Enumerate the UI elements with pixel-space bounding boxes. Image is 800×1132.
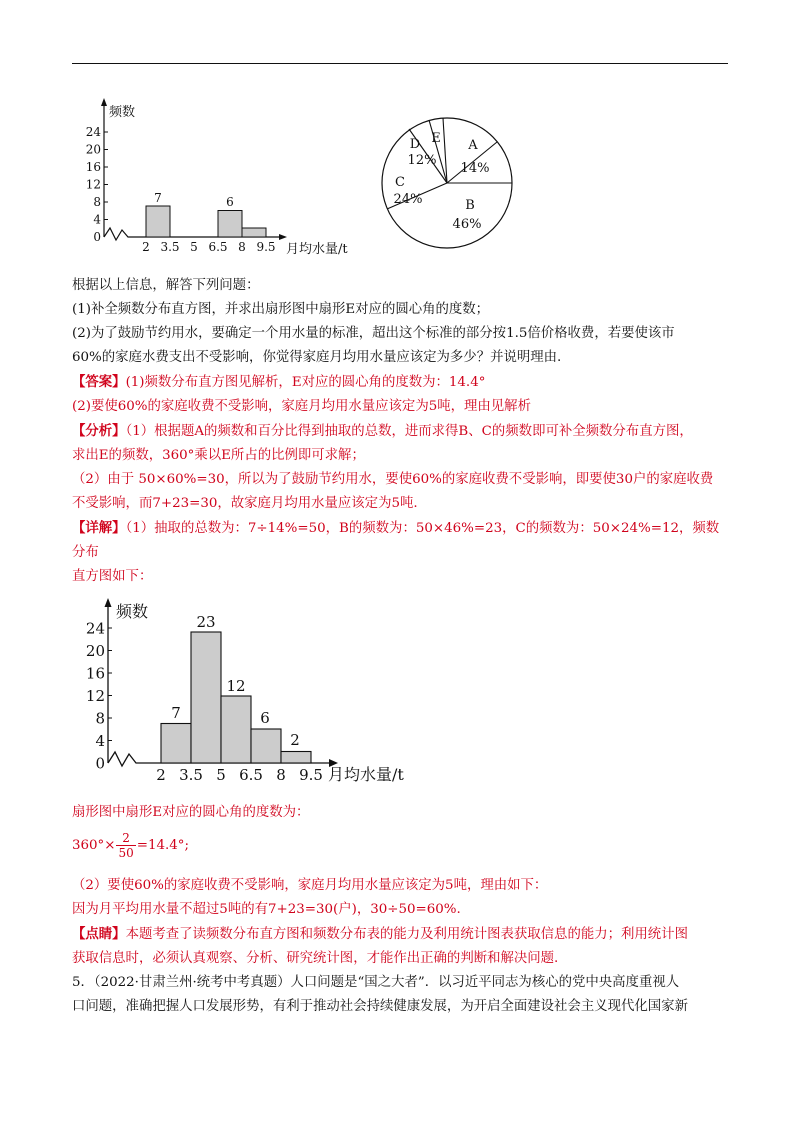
- big-ytick-label: 16: [85, 664, 105, 683]
- bar-label-2-3.5: 7: [171, 704, 181, 722]
- complete-histogram: [84, 595, 424, 795]
- small-xtick-label: 6.5: [208, 240, 228, 254]
- detail-2b: 因为月平均用水量不超过5吨的有7+23=30(户)，30÷50=60%.: [72, 902, 461, 917]
- big-xtick-label: 8: [276, 766, 286, 784]
- big-xtick-label: 3.5: [179, 766, 203, 784]
- calc-post: =14.4°;: [136, 838, 190, 853]
- big-hist-ylabel: 频数: [116, 602, 149, 621]
- small-bar-6.5-8: [218, 211, 242, 238]
- pie-label-b: B: [465, 198, 475, 213]
- detail-2a: （2）要使60%的家庭收费不受影响，家庭月均用水量应该定为5吨，理由如下：: [72, 878, 548, 893]
- detail-line-1: [72, 516, 732, 565]
- small-hist-ylabel: 频数: [109, 105, 136, 120]
- pie-label-a: A: [468, 138, 478, 153]
- small-xtick-label: 2: [142, 240, 150, 254]
- fraction: [116, 831, 135, 860]
- pie-pct-a: 14%: [460, 161, 490, 176]
- big-ytick-label: 20: [85, 641, 105, 660]
- big-ytick-label: 24: [85, 619, 105, 638]
- small-bar-2-3.5: [146, 206, 170, 237]
- header-rule: [72, 63, 728, 64]
- small-hist-xlabel: 月均水量/t: [286, 242, 348, 257]
- small-bar-8-9.5: [242, 228, 266, 237]
- answer-1: (1)频数分布直方图见解析，E对应的圆心角的度数为：14.4°: [125, 375, 486, 390]
- small-xtick-label: 5: [190, 240, 198, 254]
- answer-tag: 【答案】: [72, 374, 126, 390]
- small-bar-label-1: 7: [154, 191, 162, 205]
- small-xtick-label: 8: [238, 240, 246, 254]
- big-xtick-label: 9.5: [299, 766, 323, 784]
- small-ytick-label: 4: [93, 212, 101, 227]
- small-ytick-label: 12: [85, 177, 101, 192]
- question-5-line-2: 口问题，准确把握人口发展形势，有利于推动社会持续健康发展，为开启全面建设社会主义现代化国家新: [72, 999, 688, 1014]
- analysis-tag: 【分析】: [72, 423, 126, 439]
- small-xtick-label: 9.5: [256, 240, 276, 254]
- pie-chart: [378, 110, 520, 255]
- big-hist-xlabel: 月均水量/t: [328, 765, 404, 784]
- pie-label-e: E: [431, 131, 441, 146]
- small-ytick-label: 16: [85, 160, 101, 175]
- point-tag: 【点睛】: [72, 926, 126, 942]
- intro-text: 根据以上信息，解答下列问题：: [72, 278, 260, 293]
- answer-line-1: [72, 370, 732, 395]
- big-xtick-label: 5: [216, 766, 226, 784]
- big-ytick-label: 0: [95, 754, 105, 773]
- calc-line: [72, 826, 732, 866]
- big-ytick-label: 8: [95, 709, 105, 728]
- pie-label-c: C: [395, 175, 405, 190]
- point-line-1: [72, 922, 732, 947]
- small-ytick-label: 8: [93, 195, 101, 210]
- small-xtick-label: 3.5: [160, 240, 180, 254]
- detail-block-2: [72, 874, 732, 1019]
- bar-3.5-5: [191, 632, 221, 763]
- big-xtick-label: 6.5: [239, 766, 263, 784]
- pie-pct-b: 46%: [452, 217, 482, 232]
- big-ytick-label: 12: [85, 686, 105, 705]
- question-5-line-1: 5．（2022·甘肃兰州·统考中考真题）人口问题是“国之大者”．以习近平同志为核心的党中央高度重视人: [72, 975, 680, 990]
- bar-label-3.5-5: 23: [196, 613, 216, 631]
- analysis-1b: 求出E的频数，360°乘以E所占的比例即可求解；: [72, 448, 365, 463]
- detail-tag: 【详解】: [72, 520, 126, 536]
- question-1: (1)补全频数分布直方图，并求出扇形图中扇形E对应的圆心角的度数；: [72, 302, 490, 317]
- bar-label-6.5-8: 6: [260, 709, 270, 727]
- fraction-num: 2: [116, 831, 135, 846]
- bar-label-5-6.5: 12: [226, 677, 246, 695]
- angle-line: 扇形图中扇形E对应的圆心角的度数为：: [72, 805, 310, 820]
- question-2-line-2: 60%的家庭水费支出不受影响，你觉得家庭月均用水量应该定为多少？并说明理由.: [72, 350, 562, 365]
- small-ytick-label: 20: [85, 142, 101, 157]
- pie-pct-d: 12%: [407, 153, 437, 168]
- analysis-1a: （1）根据题A的频数和百分比得到抽取的总数，进而求得B、C的频数即可补全频数分布直方图，: [125, 424, 693, 439]
- detail-1a: （1）抽取的总数为：7÷14%=50，B的频数为：50×46%=23，C的频数为：50×24%=12，频数分布: [72, 521, 720, 560]
- small-bar-label-2: 6: [226, 195, 234, 209]
- analysis-2b: 不受影响，而7+23=30，故家庭月均用水量应该定为5吨.: [72, 496, 418, 511]
- small-ytick-label: 24: [85, 125, 101, 140]
- pie-label-d: D: [409, 137, 421, 152]
- big-xtick-label: 2: [156, 766, 166, 784]
- fraction-den: 50: [118, 846, 134, 860]
- calc-pre: 360°×: [72, 838, 116, 853]
- bar-label-8-9.5: 2: [290, 731, 300, 749]
- point-a: 本题考查了读频数分布直方图和频数分布表的能力及利用统计图表获取信息的能力；利用统计图: [125, 927, 688, 942]
- bar-2-3.5: [161, 724, 191, 764]
- point-b: 获取信息时，必须认真观察、分析、研究统计图，才能作出正确的判断和解决问题.: [72, 951, 559, 966]
- big-ytick-label: 4: [95, 731, 105, 750]
- pie-pct-c: 24%: [393, 192, 423, 207]
- bar-8-9.5: [281, 752, 311, 764]
- detail-1b: 直方图如下：: [72, 569, 153, 584]
- analysis-line-1: [72, 419, 732, 444]
- small-ytick-label: 0: [93, 230, 101, 245]
- question-2-line-1: (2)为了鼓励节约用水，要确定一个用水量的标准，超出这个标准的部分按1.5倍价格收费，若要使该市: [72, 326, 675, 341]
- small-histogram: [82, 96, 372, 261]
- analysis-2a: （2）由于 50×60%=30，所以为了鼓励节约用水，要使60%的家庭收费不受影响，即要使30户的家庭收费: [72, 472, 714, 487]
- bar-6.5-8: [251, 729, 281, 763]
- question-block: [72, 274, 732, 589]
- answer-2: (2)要使60%的家庭收费不受影响，家庭月均用水量应该定为5吨，理由见解析: [72, 399, 531, 414]
- bar-5-6.5: [221, 696, 251, 763]
